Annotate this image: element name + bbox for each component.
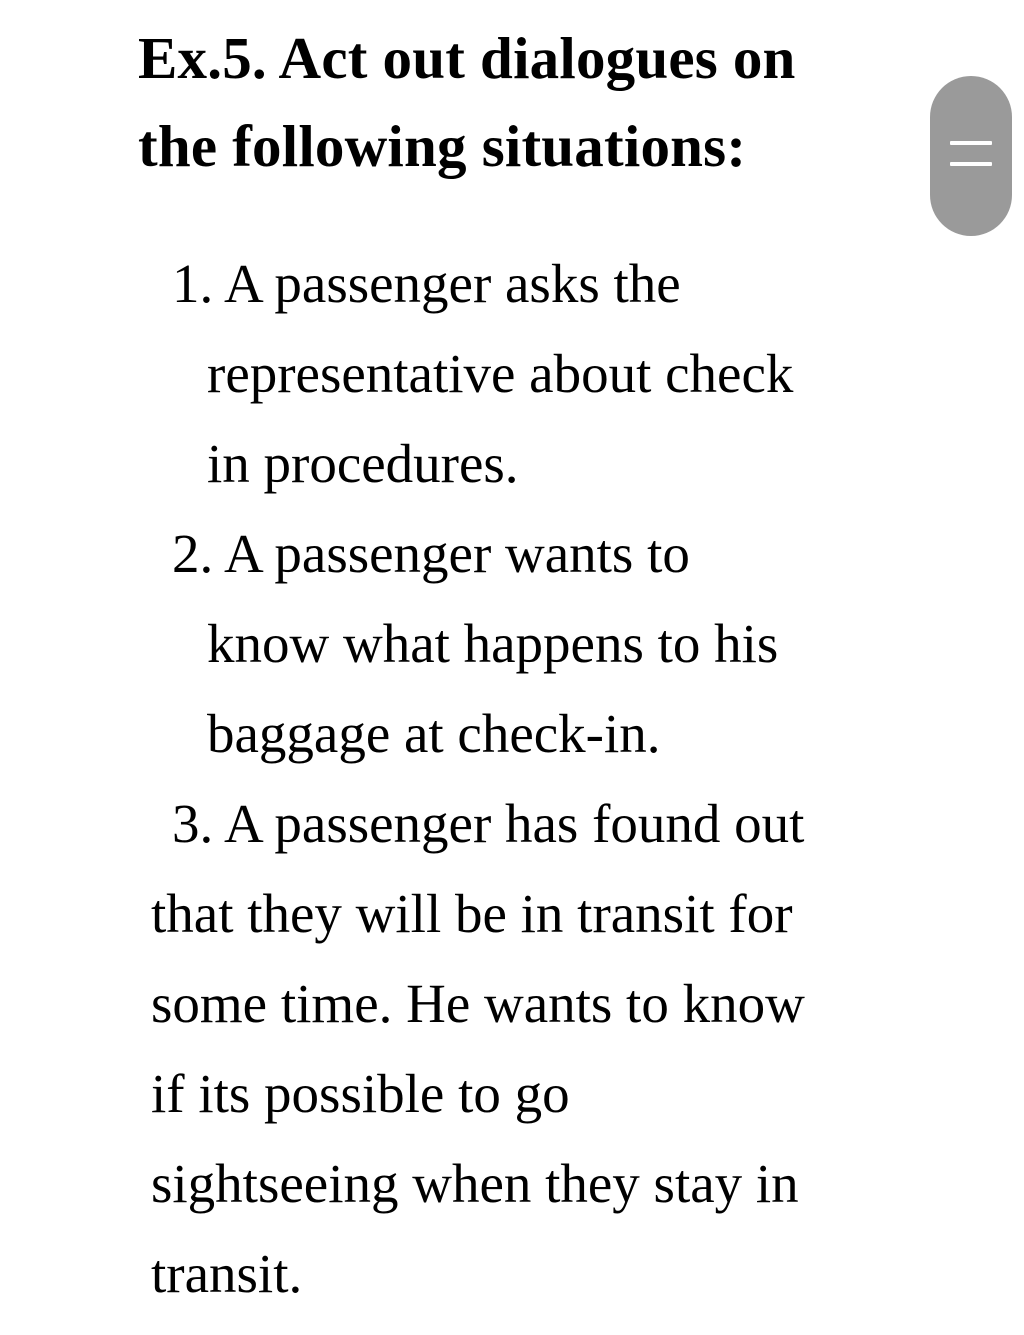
list-item-text: A passenger wants to [223,523,690,584]
list-item-text: A passenger asks the [223,253,681,314]
list-item-text: A passenger has found out [223,793,805,854]
list-item-number: 2. [172,523,214,584]
scroll-handle[interactable] [930,76,1012,236]
list-item-text: sightseeing when they stay in [151,1153,799,1214]
list-item-text: some time. He wants to know [151,973,805,1034]
list-item-text: baggage at check-in. [207,703,661,764]
exercise-heading [138,14,796,190]
list-item-text: if its possible to go [151,1063,570,1124]
list-item-text: representative about check [207,343,794,404]
list-item-number: 1. [172,253,214,314]
list-item-number: 3. [172,793,214,854]
list-item-text: in procedures. [207,433,519,494]
list-item-text: know what happens to his [207,613,779,674]
heading-line-2: the following situations: [138,113,747,179]
drag-handle-icon [950,162,992,166]
list-item-text: that they will be in transit for [151,883,793,944]
heading-line-1: Ex.5. Act out dialogues on [138,25,796,91]
drag-handle-icon [950,141,992,145]
list-item-text: transit. [151,1243,303,1304]
